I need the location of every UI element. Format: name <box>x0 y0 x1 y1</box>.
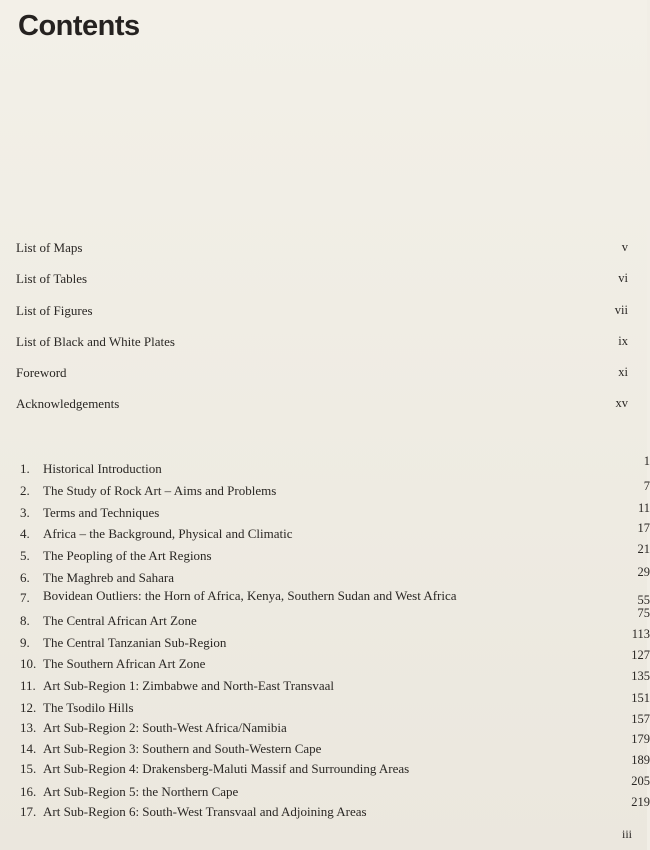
chapter-number: 1. <box>20 461 30 476</box>
chapter-number: 5. <box>20 548 30 563</box>
chapter-title: The Tsodilo Hills <box>43 700 134 715</box>
chapter-number: 2. <box>20 483 30 498</box>
chapter-entry <box>20 606 650 631</box>
chapter-entry <box>20 648 650 674</box>
toc-entry <box>16 303 628 321</box>
chapter-entry <box>20 753 650 779</box>
chapter-page: 17 <box>637 521 650 535</box>
chapter-entry <box>20 795 650 822</box>
chapter-title: Africa – the Background, Physical and Climatic <box>43 526 293 541</box>
chapter-title: Terms and Techniques <box>43 505 160 520</box>
chapter-entry <box>20 669 650 696</box>
chapter-title: The Southern African Art Zone <box>43 656 206 671</box>
chapter-number: 11. <box>20 678 36 693</box>
chapter-entry <box>20 732 650 759</box>
chapter-page: 75 <box>637 606 650 620</box>
chapter-page: 205 <box>631 774 650 788</box>
page-folio: iii <box>621 827 632 841</box>
chapter-number: 17. <box>20 804 37 819</box>
chapter-page: 7 <box>643 479 650 493</box>
chapter-page: 179 <box>631 732 650 746</box>
chapter-number: 6. <box>20 570 30 585</box>
chapter-number: 8. <box>20 613 30 628</box>
chapter-title: Art Sub-Region 6: South-West Transvaal and Adjoining Areas <box>43 804 367 819</box>
chapter-page: 157 <box>631 712 650 726</box>
chapter-number: 16. <box>20 784 37 799</box>
toc-entry <box>16 334 628 352</box>
chapter-number: 14. <box>20 741 37 756</box>
toc-entry-label: List of Black and White Plates <box>16 334 175 349</box>
chapter-entry <box>20 565 650 588</box>
toc-entry-label: List of Tables <box>16 271 88 286</box>
chapter-title: Art Sub-Region 2: South-West Africa/Namibia <box>43 720 287 735</box>
toc-entry-label: Acknowledgements <box>16 396 120 411</box>
toc-entry-label: List of Maps <box>16 240 83 255</box>
chapter-title: The Central Tanzanian Sub-Region <box>43 635 227 650</box>
chapter-title: Historical Introduction <box>43 461 162 476</box>
chapter-page: 55 <box>637 593 650 607</box>
chapter-number: 15. <box>20 761 37 776</box>
toc-entry-page: xv <box>615 396 628 410</box>
chapter-page: 189 <box>631 753 650 767</box>
chapter-number: 3. <box>20 505 30 520</box>
page-title: Contents <box>18 10 140 42</box>
chapter-entry <box>20 691 650 718</box>
chapter-entry <box>20 588 650 608</box>
chapter-title: Art Sub-Region 5: the Northern Cape <box>43 784 239 799</box>
toc-entry-page: vi <box>618 271 628 285</box>
chapter-entry <box>20 479 650 501</box>
chapter-number: 12. <box>20 700 37 715</box>
chapter-number: 7. <box>20 590 30 605</box>
chapter-number: 13. <box>20 720 37 735</box>
chapter-entry <box>20 542 650 566</box>
toc-entry <box>16 396 628 414</box>
toc-entry <box>16 271 628 289</box>
chapter-entry <box>20 712 650 738</box>
toc-entry-label: List of Figures <box>16 303 93 318</box>
chapter-title: Art Sub-Region 4: Drakensberg-Maluti Massif and Surrounding Areas <box>43 761 410 776</box>
chapter-page: 219 <box>631 795 650 809</box>
chapter-title: The Peopling of the Art Regions <box>43 548 212 563</box>
chapter-title: Art Sub-Region 1: Zimbabwe and North-East Transvaal <box>43 678 335 693</box>
toc-entry <box>16 365 628 383</box>
chapter-page: 135 <box>631 669 650 683</box>
chapter-number: 9. <box>20 635 30 650</box>
chapter-page: 11 <box>637 501 650 515</box>
chapter-page: 113 <box>631 627 650 641</box>
chapter-page: 29 <box>637 565 650 579</box>
chapter-page: 1 <box>643 454 650 468</box>
chapter-number: 10. <box>20 656 37 671</box>
chapter-title: The Maghreb and Sahara <box>43 570 175 585</box>
chapter-page: 151 <box>631 691 650 705</box>
chapter-title: Bovidean Outliers: the Horn of Africa, Kenya, Southern Sudan and West Africa <box>43 588 457 603</box>
chapter-entry <box>20 501 650 523</box>
toc-entry-page: vii <box>614 303 628 317</box>
toc-entry-page: ix <box>618 334 628 348</box>
chapter-page: 21 <box>637 542 650 556</box>
toc-entry-page: v <box>621 240 628 254</box>
toc-entry <box>16 240 628 258</box>
toc-entry-page: xi <box>618 365 628 379</box>
chapter-entry <box>20 521 650 544</box>
chapter-entry <box>20 627 650 653</box>
chapter-title: The Central African Art Zone <box>43 613 197 628</box>
chapter-number: 4. <box>20 526 30 541</box>
chapter-title: Art Sub-Region 3: Southern and South-Western Cape <box>43 741 322 756</box>
toc-entry-label: Foreword <box>16 365 67 380</box>
chapter-entry <box>20 454 650 479</box>
chapter-title: The Study of Rock Art – Aims and Problems <box>43 483 277 498</box>
chapter-page: 127 <box>631 648 650 662</box>
